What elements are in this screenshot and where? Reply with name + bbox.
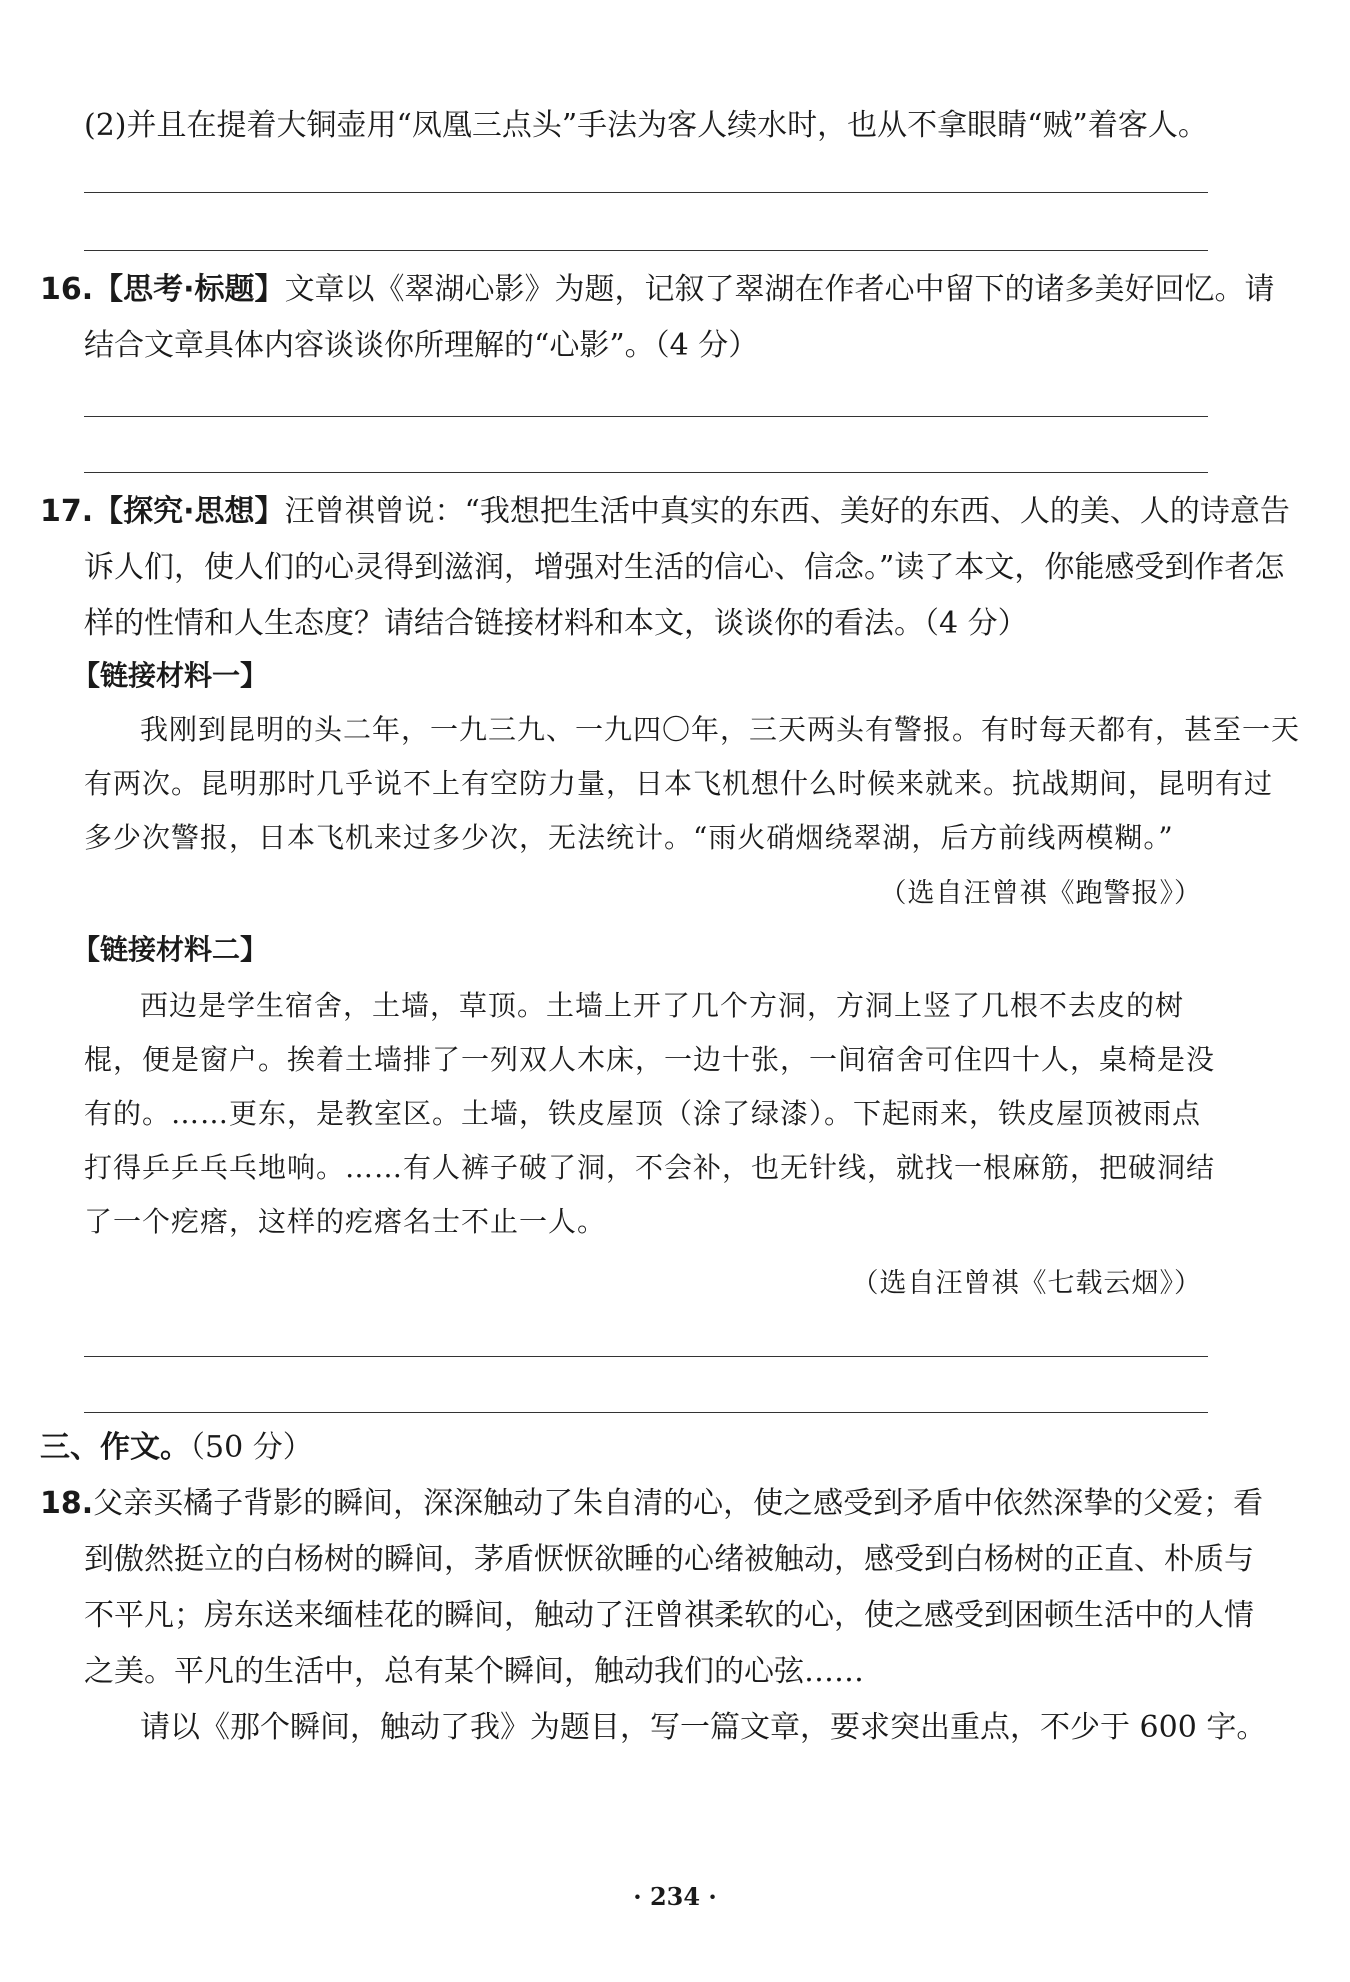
- material2-line: 棍，便是窗户。挨着土墙排了一列双人木床，一边十张，一间宿舍可住四十人，桌椅是没: [84, 1043, 1216, 1076]
- q17-line2: 诉人们，使人们的心灵得到滋润，增强对生活的信心、信念。”读了本文，你能感受到作者怎: [84, 550, 1285, 585]
- q16-line1: [40, 262, 1275, 318]
- question-number: 16.: [40, 272, 94, 307]
- question-tag: 【思考·标题】: [93, 272, 285, 307]
- answer-line: [84, 416, 1208, 417]
- material2-line: 西边是学生宿舍，土墙，草顶。土墙上开了几个方洞，方洞上竖了几根不去皮的树: [140, 989, 1185, 1022]
- q18-line1: [40, 1476, 1263, 1532]
- question-text: 文章以《翠湖心影》为题，记叙了翠湖在作者心中留下的诸多美好回忆。请: [284, 272, 1275, 307]
- page-number: · 234 ·: [633, 1882, 717, 1911]
- material2-source: （选自汪曾祺《七载云烟》）: [851, 1268, 1202, 1299]
- material1-heading: 【链接材料一】: [72, 659, 269, 692]
- q15-part2-text: (2)并且在提着大铜壶用“凤凰三点头”手法为客人续水时，也从不拿眼睛“贼”着客人。: [84, 108, 1208, 143]
- material1-line: 有两次。昆明那时几乎说不上有空防力量，日本飞机想什么时候来就来。抗战期间，昆明有过: [84, 767, 1274, 800]
- question-text: 汪曾祺曾说：“我想把生活中真实的东西、美好的东西、人的美、人的诗意告: [284, 494, 1290, 529]
- material1-line: 我刚到昆明的头二年，一九三九、一九四〇年，三天两头有警报。有时每天都有，甚至一天: [140, 713, 1301, 746]
- q18-line4: 之美。平凡的生活中，总有某个瞬间，触动我们的心弦……: [84, 1654, 864, 1689]
- q17-line3: 样的性情和人生态度？请结合链接材料和本文，谈谈你的看法。（4 分）: [84, 606, 1028, 641]
- material2-line: 了一个疙瘩，这样的疙瘩名士不止一人。: [84, 1205, 607, 1238]
- question-text: 父亲买橘子背影的瞬间，深深触动了朱自清的心，使之感受到矛盾中依然深挚的父爱；看: [93, 1486, 1264, 1521]
- answer-line: [84, 192, 1208, 193]
- q16-line2: 结合文章具体内容谈谈你所理解的“心影”。（4 分）: [84, 328, 759, 363]
- material1-source: （选自汪曾祺《跑警报》）: [879, 878, 1202, 909]
- answer-line: [84, 1412, 1208, 1413]
- question-number: 17.: [40, 494, 94, 529]
- q18-line3: 不平凡；房东送来缅桂花的瞬间，触动了汪曾祺柔软的心，使之感受到困顿生活中的人情: [84, 1598, 1254, 1633]
- section3-heading-line: [40, 1420, 313, 1476]
- answer-line: [84, 472, 1208, 473]
- q18-line2: 到傲然挺立的白杨树的瞬间，茅盾恹恹欲睡的心绪被触动，感受到白杨树的正直、朴质与: [84, 1542, 1254, 1577]
- material2-heading: 【链接材料二】: [72, 933, 269, 966]
- q17-line1: [40, 484, 1290, 540]
- question-tag: 【探究·思想】: [93, 494, 285, 529]
- material2-line: 有的。……更东，是教室区。土墙，铁皮屋顶（涂了绿漆）。下起雨来，铁皮屋顶被雨点: [84, 1097, 1202, 1130]
- question-number: 18.: [40, 1486, 94, 1521]
- answer-line: [84, 250, 1208, 251]
- section-score: （50 分）: [190, 1430, 313, 1465]
- material1-line: 多少次警报，日本飞机来过多少次，无法统计。“雨火硝烟绕翠湖，后方前线两模糊。”: [84, 821, 1174, 854]
- section-heading: 三、作文。: [40, 1430, 190, 1465]
- q18-prompt: 请以《那个瞬间，触动了我》为题目，写一篇文章，要求突出重点，不少于 600 字。: [140, 1710, 1267, 1745]
- material2-line: 打得乒乒乓乓地响。……有人裤子破了洞，不会补，也无针线，就找一根麻筋，把破洞结: [84, 1151, 1216, 1184]
- answer-line: [84, 1356, 1208, 1357]
